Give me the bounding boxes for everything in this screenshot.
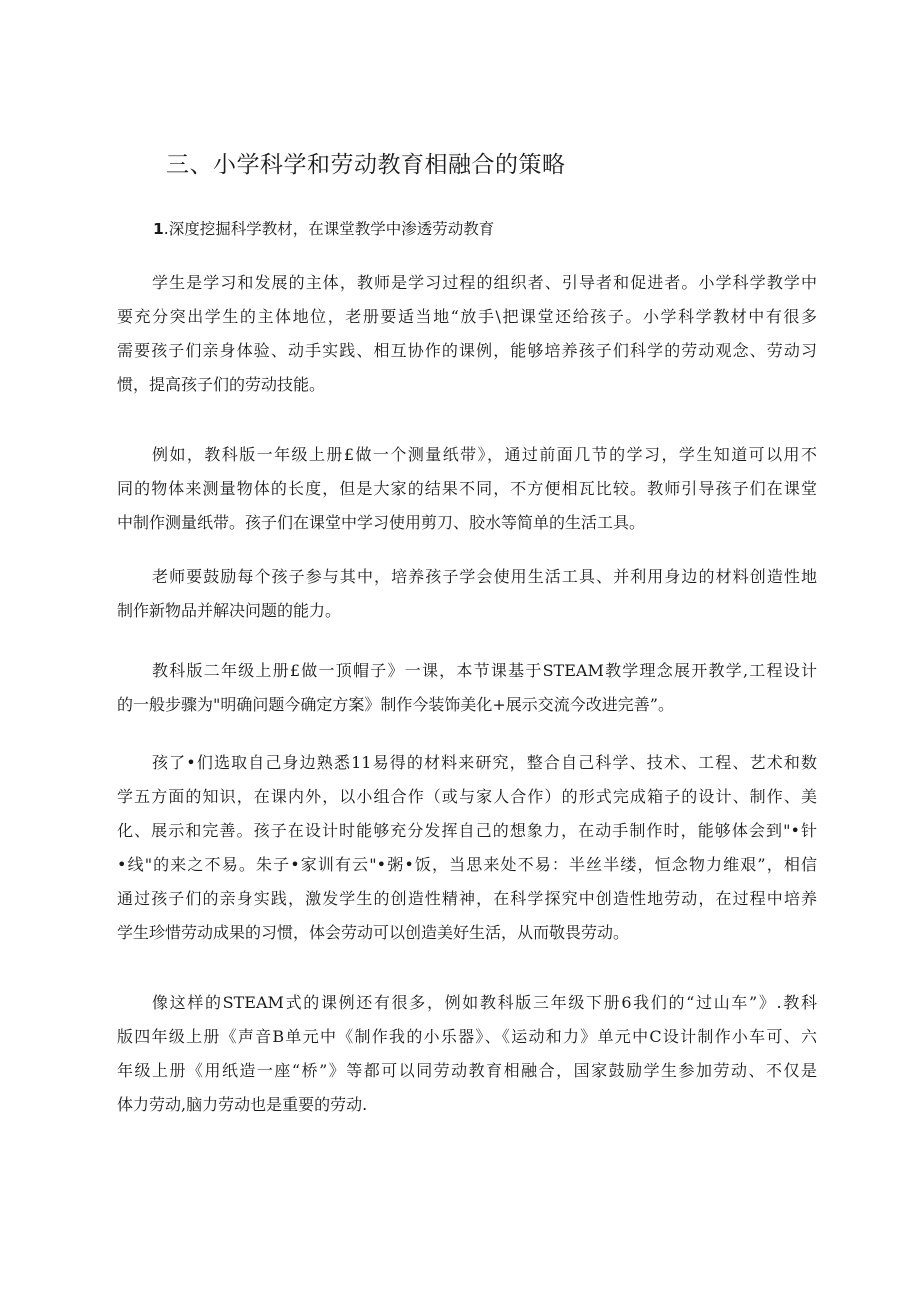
paragraph-line: 要充分突出学生的主体地位，老册要适当地“放手\把课堂还给孩子。小学科学教材中有很多 <box>117 307 817 326</box>
paragraph-line: •线"的来之不易。朱子•家训有云"•粥•饭，当思来处不易：半丝半缕，恒念物力维艰”，相信 <box>117 855 817 874</box>
paragraph-line: 例如，教科版一年级上册£做一个测量纸带》，通过前面几节的学习，学生知道可以用不 <box>152 445 817 464</box>
paragraph-line: 学生珍惜劳动成果的习惯，体会劳动可以创造美好生活，从而敬畏劳动。 <box>117 923 630 942</box>
paragraph-line: 通过孩子们的亲身实践，激发学生的创造性精神，在科学探究中创造性地劳动，在过程中培养 <box>117 889 817 908</box>
section-title: 三、小学科学和劳动教育相融合的策略 <box>166 152 566 178</box>
paragraph-line: 学生是学习和发展的主体，教师是学习过程的组织者、引导者和促进者。小学科学教学中 <box>152 273 817 292</box>
paragraph-line: 需要孩子们亲身体验、动手实践、相互协作的课例，能够培养孩子们科学的劳动观念、劳动习 <box>117 341 817 360</box>
paragraph-line: 中制作测量纸带。孩子们在课堂中学习使用剪刀、胶水等简单的生活工具。 <box>117 513 646 532</box>
paragraph-3 <box>117 560 817 628</box>
paragraph-line: 体力劳动,脑力劳动也是重要的劳动. <box>117 1095 368 1114</box>
paragraph-line: 像这样的STEAM式的课例还有很多，例如教科版三年级下册6我们的“过山车”》.教科 <box>152 993 817 1012</box>
subsection-heading <box>153 217 494 239</box>
paragraph-line: 制作新物品并解决问题的能力。 <box>117 601 342 620</box>
paragraph-line: 同的物体来测量物体的长度，但是大家的结果不同，不方便相瓦比较。教师引导孩子们在课堂 <box>117 479 817 498</box>
paragraph-line: 版四年级上册《声音B单元中《制作我的小乐器》、《运动和力》单元中C设计制作小车可、六 <box>117 1027 817 1046</box>
paragraph-5 <box>117 746 817 950</box>
paragraph-line: 年级上册《用纸造一座“桥”》等都可以同劳动教育相融合，国家鼓励学生参加劳动、不仅是 <box>117 1061 817 1080</box>
paragraph-line: 化、展示和完善。孩子在设计时能够充分发挥自己的想象力，在动手制作时，能够体会到"•针 <box>117 821 817 840</box>
paragraph-4 <box>117 654 817 722</box>
paragraph-line: 老师要鼓励每个孩子参与其中，培养孩子学会使用生活工具、并利用身边的材料创造性地 <box>152 567 817 586</box>
paragraph-line: 惯，提高孩子们的劳动技能。 <box>117 375 326 394</box>
subsection-text: .深度挖掘科学教材，在课堂教学中渗透劳动教育 <box>163 220 495 238</box>
paragraph-2 <box>117 438 817 540</box>
paragraph-6 <box>117 986 817 1122</box>
paragraph-line: 教科版二年级上册£做一顶帽子》一课，本节课基于STEAM教学理念展开教学,工程设计 <box>152 661 817 680</box>
paragraph-line: 孩了•们选取自己身边熟悉11易得的材料来研究，整合自己科学、技术、工程、艺术和数 <box>152 753 817 772</box>
paragraph-line: 学五方面的知识，在课内外，以小组合作（或与家人合作）的形式完成箱子的设计、制作、美 <box>117 787 817 806</box>
paragraph-line: 的一般步骤为"明确问题今确定方案》制作今装饰美化+展示交流今改进完善”。 <box>117 695 674 714</box>
paragraph-1 <box>117 266 817 402</box>
subsection-number: 1 <box>153 220 164 238</box>
